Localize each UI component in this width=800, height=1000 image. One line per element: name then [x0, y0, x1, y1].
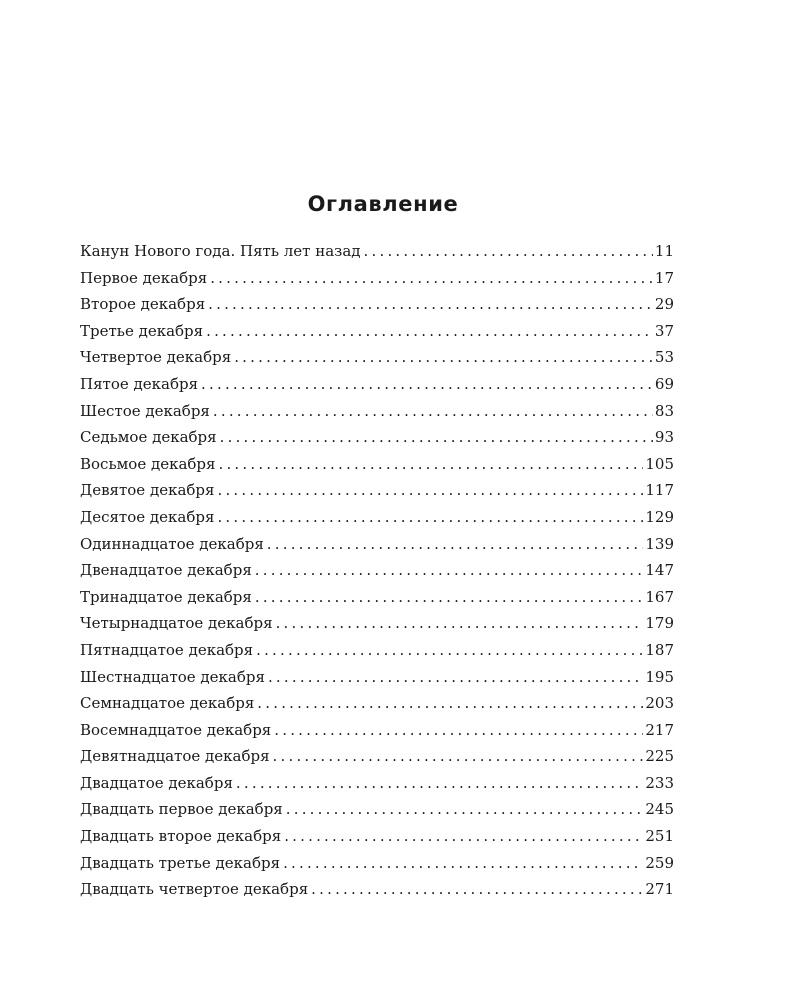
- toc-entry: [80, 481, 674, 508]
- toc-dot-leader: [213, 402, 653, 420]
- table-of-contents: [80, 242, 674, 907]
- toc-entry: [80, 348, 674, 375]
- toc-entry-page-number: 187: [645, 640, 674, 659]
- toc-entry-page-number: 83: [654, 401, 674, 420]
- toc-entry-page-number: 217: [645, 720, 674, 739]
- toc-dot-leader: [210, 269, 653, 287]
- toc-entry-title: Восьмое декабря: [80, 455, 219, 473]
- toc-entry: [80, 402, 674, 429]
- toc-dot-leader: [311, 880, 643, 898]
- toc-entry-title: Двадцать третье декабря: [80, 854, 283, 872]
- toc-dot-leader: [236, 774, 643, 792]
- toc-entry-title: Девятнадцатое декабря: [80, 747, 273, 765]
- toc-entry: [80, 694, 674, 721]
- toc-entry-title: Двенадцатое декабря: [80, 561, 255, 579]
- toc-entry-page-number: 179: [645, 614, 674, 633]
- toc-entry: [80, 561, 674, 588]
- toc-entry-page-number: 105: [645, 454, 674, 473]
- toc-entry: [80, 641, 674, 668]
- toc-dot-leader: [219, 455, 644, 473]
- toc-entry: [80, 269, 674, 296]
- toc-entry-title: Двадцать четвертое декабря: [80, 880, 311, 898]
- toc-entry-title: Пятнадцатое декабря: [80, 641, 256, 659]
- toc-entry-title: Четвертое декабря: [80, 348, 234, 366]
- toc-entry: [80, 668, 674, 695]
- toc-dot-leader: [217, 481, 643, 499]
- toc-entry-title: Двадцатое декабря: [80, 774, 236, 792]
- toc-entry-title: Пятое декабря: [80, 375, 201, 393]
- toc-entry-page-number: 37: [654, 321, 674, 340]
- toc-dot-leader: [273, 747, 644, 765]
- toc-dot-leader: [220, 428, 653, 446]
- toc-entry-page-number: 139: [645, 534, 674, 553]
- toc-entry-title: Второе декабря: [80, 295, 208, 313]
- toc-dot-leader: [268, 668, 643, 686]
- toc-dot-leader: [274, 721, 643, 739]
- toc-entry: [80, 535, 674, 562]
- toc-entry-page-number: 29: [654, 295, 674, 314]
- toc-entry-title: Седьмое декабря: [80, 428, 220, 446]
- toc-entry-page-number: 251: [645, 827, 674, 846]
- toc-dot-leader: [234, 348, 653, 366]
- toc-dot-leader: [217, 508, 643, 526]
- toc-entry: [80, 588, 674, 615]
- toc-entry: [80, 721, 674, 748]
- toc-entry-page-number: 69: [654, 374, 674, 393]
- page-title: Оглавление: [307, 192, 459, 217]
- toc-entry-page-number: 147: [645, 561, 674, 580]
- toc-entry-title: Шестое декабря: [80, 402, 213, 420]
- toc-entry: [80, 455, 674, 482]
- toc-entry: [80, 295, 674, 322]
- toc-entry: [80, 614, 674, 641]
- toc-entry-title: Шестнадцатое декабря: [80, 668, 268, 686]
- toc-entry-title: Одиннадцатое декабря: [80, 535, 267, 553]
- toc-entry: [80, 375, 674, 402]
- toc-entry-page-number: 53: [654, 348, 674, 367]
- toc-entry-title: Девятое декабря: [80, 481, 217, 499]
- toc-entry-page-number: 225: [645, 747, 674, 766]
- toc-entry-title: Третье декабря: [80, 322, 206, 340]
- toc-entry-title: Семнадцатое декабря: [80, 694, 257, 712]
- toc-entry-title: Тринадцатое декабря: [80, 588, 255, 606]
- toc-entry: [80, 854, 674, 881]
- toc-entry-page-number: 129: [645, 507, 674, 526]
- toc-dot-leader: [283, 854, 643, 872]
- toc-entry: [80, 800, 674, 827]
- toc-dot-leader: [267, 535, 644, 553]
- toc-entry: [80, 880, 674, 907]
- toc-entry-title: Двадцать первое декабря: [80, 800, 286, 818]
- toc-entry: [80, 747, 674, 774]
- toc-dot-leader: [206, 322, 653, 340]
- toc-entry: [80, 508, 674, 535]
- toc-dot-leader: [255, 588, 643, 606]
- toc-entry: [80, 322, 674, 349]
- toc-entry-page-number: 233: [645, 773, 674, 792]
- toc-entry-title: Двадцать второе декабря: [80, 827, 284, 845]
- toc-entry-title: Восемнадцатое декабря: [80, 721, 274, 739]
- toc-entry-title: Канун Нового года. Пять лет назад: [80, 242, 364, 260]
- toc-entry-page-number: 117: [645, 481, 674, 500]
- toc-entry-title: Десятое декабря: [80, 508, 217, 526]
- toc-dot-leader: [276, 614, 644, 632]
- toc-dot-leader: [201, 375, 653, 393]
- toc-entry-page-number: 195: [645, 667, 674, 686]
- toc-dot-leader: [257, 694, 643, 712]
- toc-dot-leader: [256, 641, 643, 659]
- toc-dot-leader: [284, 827, 643, 845]
- toc-entry: [80, 242, 674, 269]
- toc-entry-page-number: 167: [645, 587, 674, 606]
- toc-entry-page-number: 11: [654, 242, 674, 260]
- toc-entry: [80, 827, 674, 854]
- toc-entry-title: Четырнадцатое декабря: [80, 614, 276, 632]
- toc-dot-leader: [364, 242, 653, 260]
- toc-dot-leader: [208, 295, 653, 313]
- toc-entry-page-number: 259: [645, 853, 674, 872]
- toc-entry: [80, 774, 674, 801]
- toc-entry-page-number: 93: [654, 428, 674, 447]
- toc-entry-page-number: 203: [645, 694, 674, 713]
- toc-dot-leader: [255, 561, 644, 579]
- toc-entry-page-number: 271: [645, 880, 674, 899]
- toc-dot-leader: [286, 800, 644, 818]
- toc-entry-page-number: 17: [654, 268, 674, 287]
- toc-entry-page-number: 245: [645, 800, 674, 819]
- toc-entry: [80, 428, 674, 455]
- toc-entry-title: Первое декабря: [80, 269, 210, 287]
